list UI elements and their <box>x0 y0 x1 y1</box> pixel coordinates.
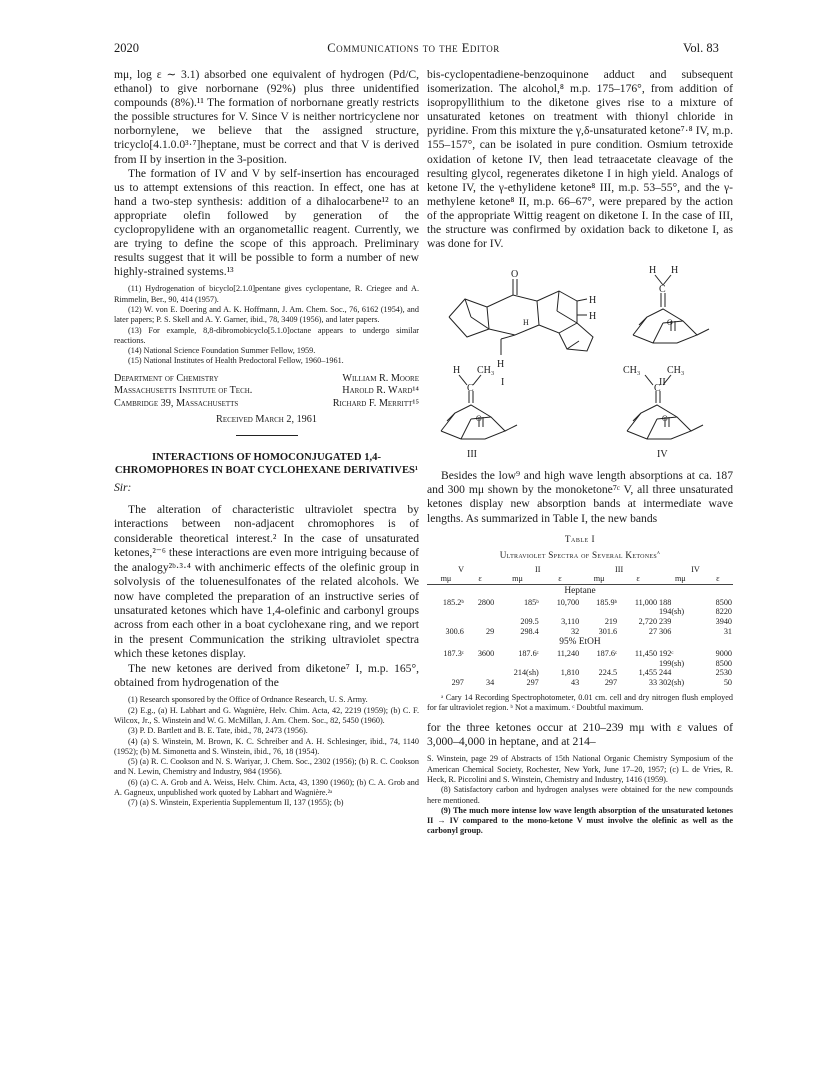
table-cell: 188 <box>659 597 672 607</box>
table-cell: 8220 <box>715 607 732 617</box>
table-caption: Ultraviolet Spectra of Several Ketones$^a$ <box>499 549 661 560</box>
table-cell: 31 <box>723 626 732 636</box>
table-row <box>427 598 733 608</box>
structure-I-h-label: H <box>497 359 505 371</box>
section-divider <box>236 435 298 436</box>
table-cell <box>465 607 495 617</box>
uv-spectra-table <box>427 565 733 688</box>
section-name: Heptane <box>564 585 596 596</box>
table-unit-header: mμ ε mμ ε mμ ε mμ ε <box>427 574 733 584</box>
structure-III-c-label: C <box>467 383 474 395</box>
structure-I-h-label: H <box>589 295 597 307</box>
running-title: Communications to the Editor <box>327 41 500 55</box>
footnote-14: (14) National Science Foundation Summer Fellow, 1959. <box>128 346 316 356</box>
table-cell: 244 <box>659 668 672 678</box>
group-V-header: V <box>458 564 465 574</box>
table-cell: 297 <box>604 678 618 687</box>
table-cell: 1,455 <box>638 668 658 678</box>
footnote-9: (9) The much more intense low wave length absorption of the unsaturated ketones II → IV compared to the mono-ketone V must involve the olefinic as well as the carbonyl group. <box>427 805 733 836</box>
table-cell: 34 <box>486 678 495 687</box>
table-cell <box>465 668 495 678</box>
structure-I-oxygen-label: O <box>511 269 519 281</box>
table-cell <box>618 607 658 617</box>
table-cell: 2,720 <box>638 617 658 627</box>
table-cell: 306 <box>659 626 672 636</box>
table-cell <box>427 617 465 627</box>
footnote-5: (5) (a) R. C. Cookson and N. S. Wariyar, J. Chem. Soc., 2302 (1956); (b) R. C. Cookson and N. Lewin, Chemistry and Industry, 984 (1956). <box>114 757 419 777</box>
paragraph: The new ketones are derived from diketone⁷ I, m.p. 165°, obtained from hydrogenation of the <box>114 661 419 689</box>
section-name: 95% EtOH <box>559 636 601 647</box>
table-cell <box>427 607 465 617</box>
footnote-8: (8) Satisfactory carbon and hydrogen analyses were obtained for the new compounds here mentioned. <box>427 785 733 805</box>
table-row <box>427 659 733 669</box>
received-date: Received March 2, 1961 <box>216 413 317 425</box>
structure-I-label: I <box>501 377 505 389</box>
table-cell: 9000 <box>715 649 732 659</box>
footnote-1: (1) Research sponsored by the Office of Ordnance Research, U. S. Army. <box>128 695 368 705</box>
structure-IV-ch3-label: CH₃ <box>623 365 641 377</box>
group-II-header: II <box>534 564 541 574</box>
structure-III-drawing <box>441 375 517 439</box>
structures-figure <box>427 255 733 465</box>
table-cell <box>580 659 618 669</box>
table-cell: 214(sh) <box>513 668 539 678</box>
table-cell: 298.4 <box>520 626 539 636</box>
address-line: Department of Chemistry William R. Moore <box>114 372 419 384</box>
table-cell <box>618 659 658 669</box>
table-label: Table I <box>564 533 596 544</box>
structure-II-h-label: H <box>649 265 657 277</box>
table-cell: 199(sh) <box>659 658 685 668</box>
table-cell: 2800 <box>477 597 495 607</box>
table-row <box>427 668 733 678</box>
table-cell: 297 <box>451 678 464 687</box>
footnote-3: (3) P. D. Bartlett and B. E. Tate, ibid., 78, 2473 (1956). <box>128 726 308 736</box>
footnote-15: (15) National Institutes of Health Predoctoral Fellow, 1960–1961. <box>128 356 344 366</box>
structure-IV-label: IV <box>657 449 668 461</box>
structure-IV-ch3-label: CH₃ <box>667 365 685 377</box>
table-cell: 194(sh) <box>659 607 685 617</box>
table-row <box>427 678 733 688</box>
table-cell: 8500 <box>715 658 732 668</box>
right-column <box>427 68 733 837</box>
author-affiliation <box>114 373 419 411</box>
table-cell: 187.6ᶜ <box>518 649 539 659</box>
table-cell <box>465 617 495 627</box>
table-cell: 187.6ᶜ <box>596 649 618 659</box>
article-title: INTERACTIONS OF HOMOCONJUGATED 1,4-CHROMOPHORES IN BOAT CYCLOHEXANE DERIVATIVES¹ <box>114 452 419 476</box>
structure-I-h-label: H <box>523 318 529 328</box>
paragraph: The alteration of characteristic ultraviolet spectra by interactions between non-adjacent chromophores is of considerable theoretical interest.² In the case of unsaturated ketones,²⁻⁶ these interactions are even more intriguing because of the analogy²ᵇ·³·⁴ with anchimeric effects of the olefinic group in solvolysis of the toluenesulfonates of the related alcohols. We now have completed the preparation of an instructive series of unsaturated ketones which have 1,4-olefinic and carbonyl groups across from each other in a boat cyclohexane ring, and we report in the present Communication the striking ultraviolet spectra which these ketones display. <box>114 503 419 661</box>
volume-number: Vol. 83 <box>683 41 719 55</box>
footnote-4: (4) (a) S. Winstein, M. Brown, K. C. Schreiber and A. H. Schlesinger, ibid., 74, 1140 (1952); (b) M. Simonetta and S. Winstein, ibid., 76, 18 (1954). <box>114 736 419 756</box>
table-cell: 1,810 <box>560 668 580 678</box>
table-cell: 239 <box>659 617 672 627</box>
left-column <box>114 68 419 809</box>
table-cell: 3,110 <box>561 617 580 627</box>
table-cell: 3940 <box>715 617 732 627</box>
structure-II-h-label: H <box>671 265 679 277</box>
table-cell: 10,700 <box>556 597 580 607</box>
salutation: Sir: <box>114 480 132 494</box>
footnote-11: (11) Hydrogenation of bicyclo[2.1.0]pentane gives cyclopentane, R. Criegee and A. Rimmelin, Ber., 90, 414 (1957). <box>114 284 419 304</box>
paragraph: mμ, log ε ∼ 3.1) absorbed one equivalent of hydrogen (Pd/C, ethanol) to give norbornane (92%) plus three unidentified compounds (8%).¹¹ The formation of norbornane greatly restricts the possible structures for V. Since V is neither nortricyclene nor norbornylene, we believe that the assigned structure, tricyclo[4.1.0.0³·⁷]heptane, must be correct and that V is derived from II by insertion in the 3-position. <box>114 68 419 166</box>
structure-III-label: III <box>467 449 477 461</box>
table-cell <box>495 607 540 617</box>
structure-II-label: II <box>659 377 666 389</box>
table-cell: 185.2ᵇ <box>442 597 464 607</box>
table-cell: 301.6 <box>598 626 618 636</box>
table-cell <box>495 659 540 669</box>
table-cell: 27 <box>648 626 658 636</box>
table-cell: 11,240 <box>556 649 580 659</box>
table-cell: 219 <box>604 617 618 627</box>
table-cell <box>540 659 580 669</box>
table-cell <box>427 668 465 678</box>
footnote-6: (6) (a) C. A. Grob and A. Weiss, Helv. Chim. Acta, 43, 1390 (1960); (b) C. A. Grob and A. Gagneux, unpublished work quoted by Labhart and Wagnière.²ᵃ <box>114 777 419 798</box>
table-cell: 43 <box>571 678 580 687</box>
group-IV-header: IV <box>691 564 700 574</box>
table-cell: 2530 <box>715 668 732 678</box>
structure-II-c-label: C <box>659 284 666 296</box>
table-group-header <box>427 565 733 575</box>
table-cell: 3600 <box>477 649 495 659</box>
table-cell: 300.6 <box>445 626 464 636</box>
footnote-12: (12) W. von E. Doering and A. K. Hoffmann, J. Am. Chem. Soc., 76, 6162 (1954), and later papers; P. S. Skell and A. Y. Garner, ibid., 78, 3409 (1956), and later papers. <box>114 305 419 325</box>
table-cell <box>427 659 465 669</box>
footnote-2: (2) E.g., (a) H. Labhart and G. Wagnière, Helv. Chim. Acta, 42, 2219 (1959); (b) C. F. Wilcox, Jr., S. Winstein and W. G. McMillan, J. Am. Chem. Soc., 82, 5450 (1960). <box>114 705 419 725</box>
table-cell: 11,450 <box>634 649 658 659</box>
table-section-header <box>427 584 733 598</box>
table-row <box>427 617 733 627</box>
table-cell: 187.3ᶜ <box>443 649 464 659</box>
table-cell <box>465 659 495 669</box>
paragraph: bis-cyclopentadiene-benzoquinone adduct and subsequent isomerization. The alcohol,⁸ m.p. 175–176°, from addition of isopropyllithium to the diketone gives rise to a mixture of unsaturated ketones on treatment with thionyl chloride in pyridine. From this mixture the γ,δ-unsaturated ketone⁷·⁸ IV, m.p. 155–157°, can be isolated in pure condition. Osmium tetroxide oxidation of ketone IV, then lead tetraacetate cleavage of the resulting glycol, regenerates diketone I in high yield. Analogs of ketone IV, the γ-ethylidene ketone⁸ III, m.p. 53–55°, and the γ-methylene ketone⁸ II, m.p. 66–67°, were prepared by the action of the appropriate Wittig reagent on diketone I. In the case of III, the structure was confirmed by oxidation back to diketone I, as was done for IV. <box>427 68 733 251</box>
table-notes: ᵃ Cary 14 Recording Spectrophotometer, 0.01 cm. cell and dry nitrogen flush employed for far ultraviolet region. ᵇ Not a maximum. ᶜ Doubtful maximum. <box>427 692 733 712</box>
address-line: Massachusetts Institute of Tech. Harold R. Ward¹⁴ <box>114 385 419 397</box>
footnote-7-continued: S. Winstein, page 29 of Abstracts of 15th National Organic Chemistry Symposium of the American Chemical Society, Rochester, New York, June 17–20, 1957; (c) L. de Vries, R. Heck, R. Piccolini and S. Winstein, Chemistry and Industry, 1416 (1959). <box>427 754 733 784</box>
structure-IV-oxygen-label: O <box>662 414 668 424</box>
structure-III-ch3-label: CH₃ <box>477 365 495 377</box>
table-cell: 185ᵇ <box>523 597 539 607</box>
table-cell: 50 <box>723 678 732 687</box>
structure-IV-c-label: C <box>654 383 661 395</box>
table-row <box>427 607 733 617</box>
footnote-13: (13) For example, 8,8-dibromobicyclo[5.1.0]octane appears to undergo similar reactions. <box>114 325 419 345</box>
table-cell: 224.5 <box>598 668 618 678</box>
page-number: 2020 <box>114 41 139 55</box>
table-cell: 32 <box>571 626 580 636</box>
structure-I-h-label: H <box>589 311 597 323</box>
structure-I-drawing <box>449 279 593 355</box>
structure-II-oxygen-label: O <box>667 318 673 328</box>
table-cell <box>540 607 580 617</box>
paragraph: The formation of IV and V by self-insertion has encouraged us to attempt extensions of this reaction. In effect, one has at hand a two-step synthesis: addition of a dihalocarbene¹² to an appropriate olefin followed by generation of the cyclopropylidene with an organometallic reagent. Currently, we are trying to define the scope of this approach. Preliminary results suggest that it will be possible to form a number of new highly-strained systems.¹³ <box>114 166 419 279</box>
paragraph: Besides the low⁹ and high wave length absorptions at ca. 187 and 300 mμ shown by the monoketone⁷ᶜ V, all three unsaturated ketones display new absorption bands at intermediate wave lengths. As summarized in Table I, the new bands <box>427 469 733 525</box>
footnote-7: (7) (a) S. Winstein, Experientia Supplementum II, 137 (1955); (b) <box>128 798 344 808</box>
table-section-header <box>427 636 733 649</box>
table-cell: 29 <box>486 626 495 636</box>
structure-III-h-label: H <box>453 365 461 377</box>
structure-II-drawing <box>633 275 709 343</box>
group-III-header: III <box>615 564 624 574</box>
address-line: Cambridge 39, Massachusetts Richard F. Merritt¹⁵ <box>114 397 419 409</box>
table-cell: 33 <box>648 678 658 687</box>
table-cell: 209.5 <box>520 617 539 627</box>
table-cell: 192ᶜ <box>659 649 674 659</box>
table-cell: 297 <box>526 678 539 687</box>
structure-III-oxygen-label: O <box>476 414 482 424</box>
paragraph: for the three ketones occur at 210–239 mμ with ε values of 3,000–4,000 in heptane, and at 214– <box>427 721 733 749</box>
table-cell: 302(sh) <box>659 678 685 687</box>
table-cell: 185.9ᵇ <box>596 597 618 607</box>
table-row <box>427 627 733 637</box>
table-cell: 11,000 <box>634 597 658 607</box>
table-cell: 8500 <box>715 597 732 607</box>
table-cell <box>580 607 618 617</box>
table-row <box>427 649 733 659</box>
